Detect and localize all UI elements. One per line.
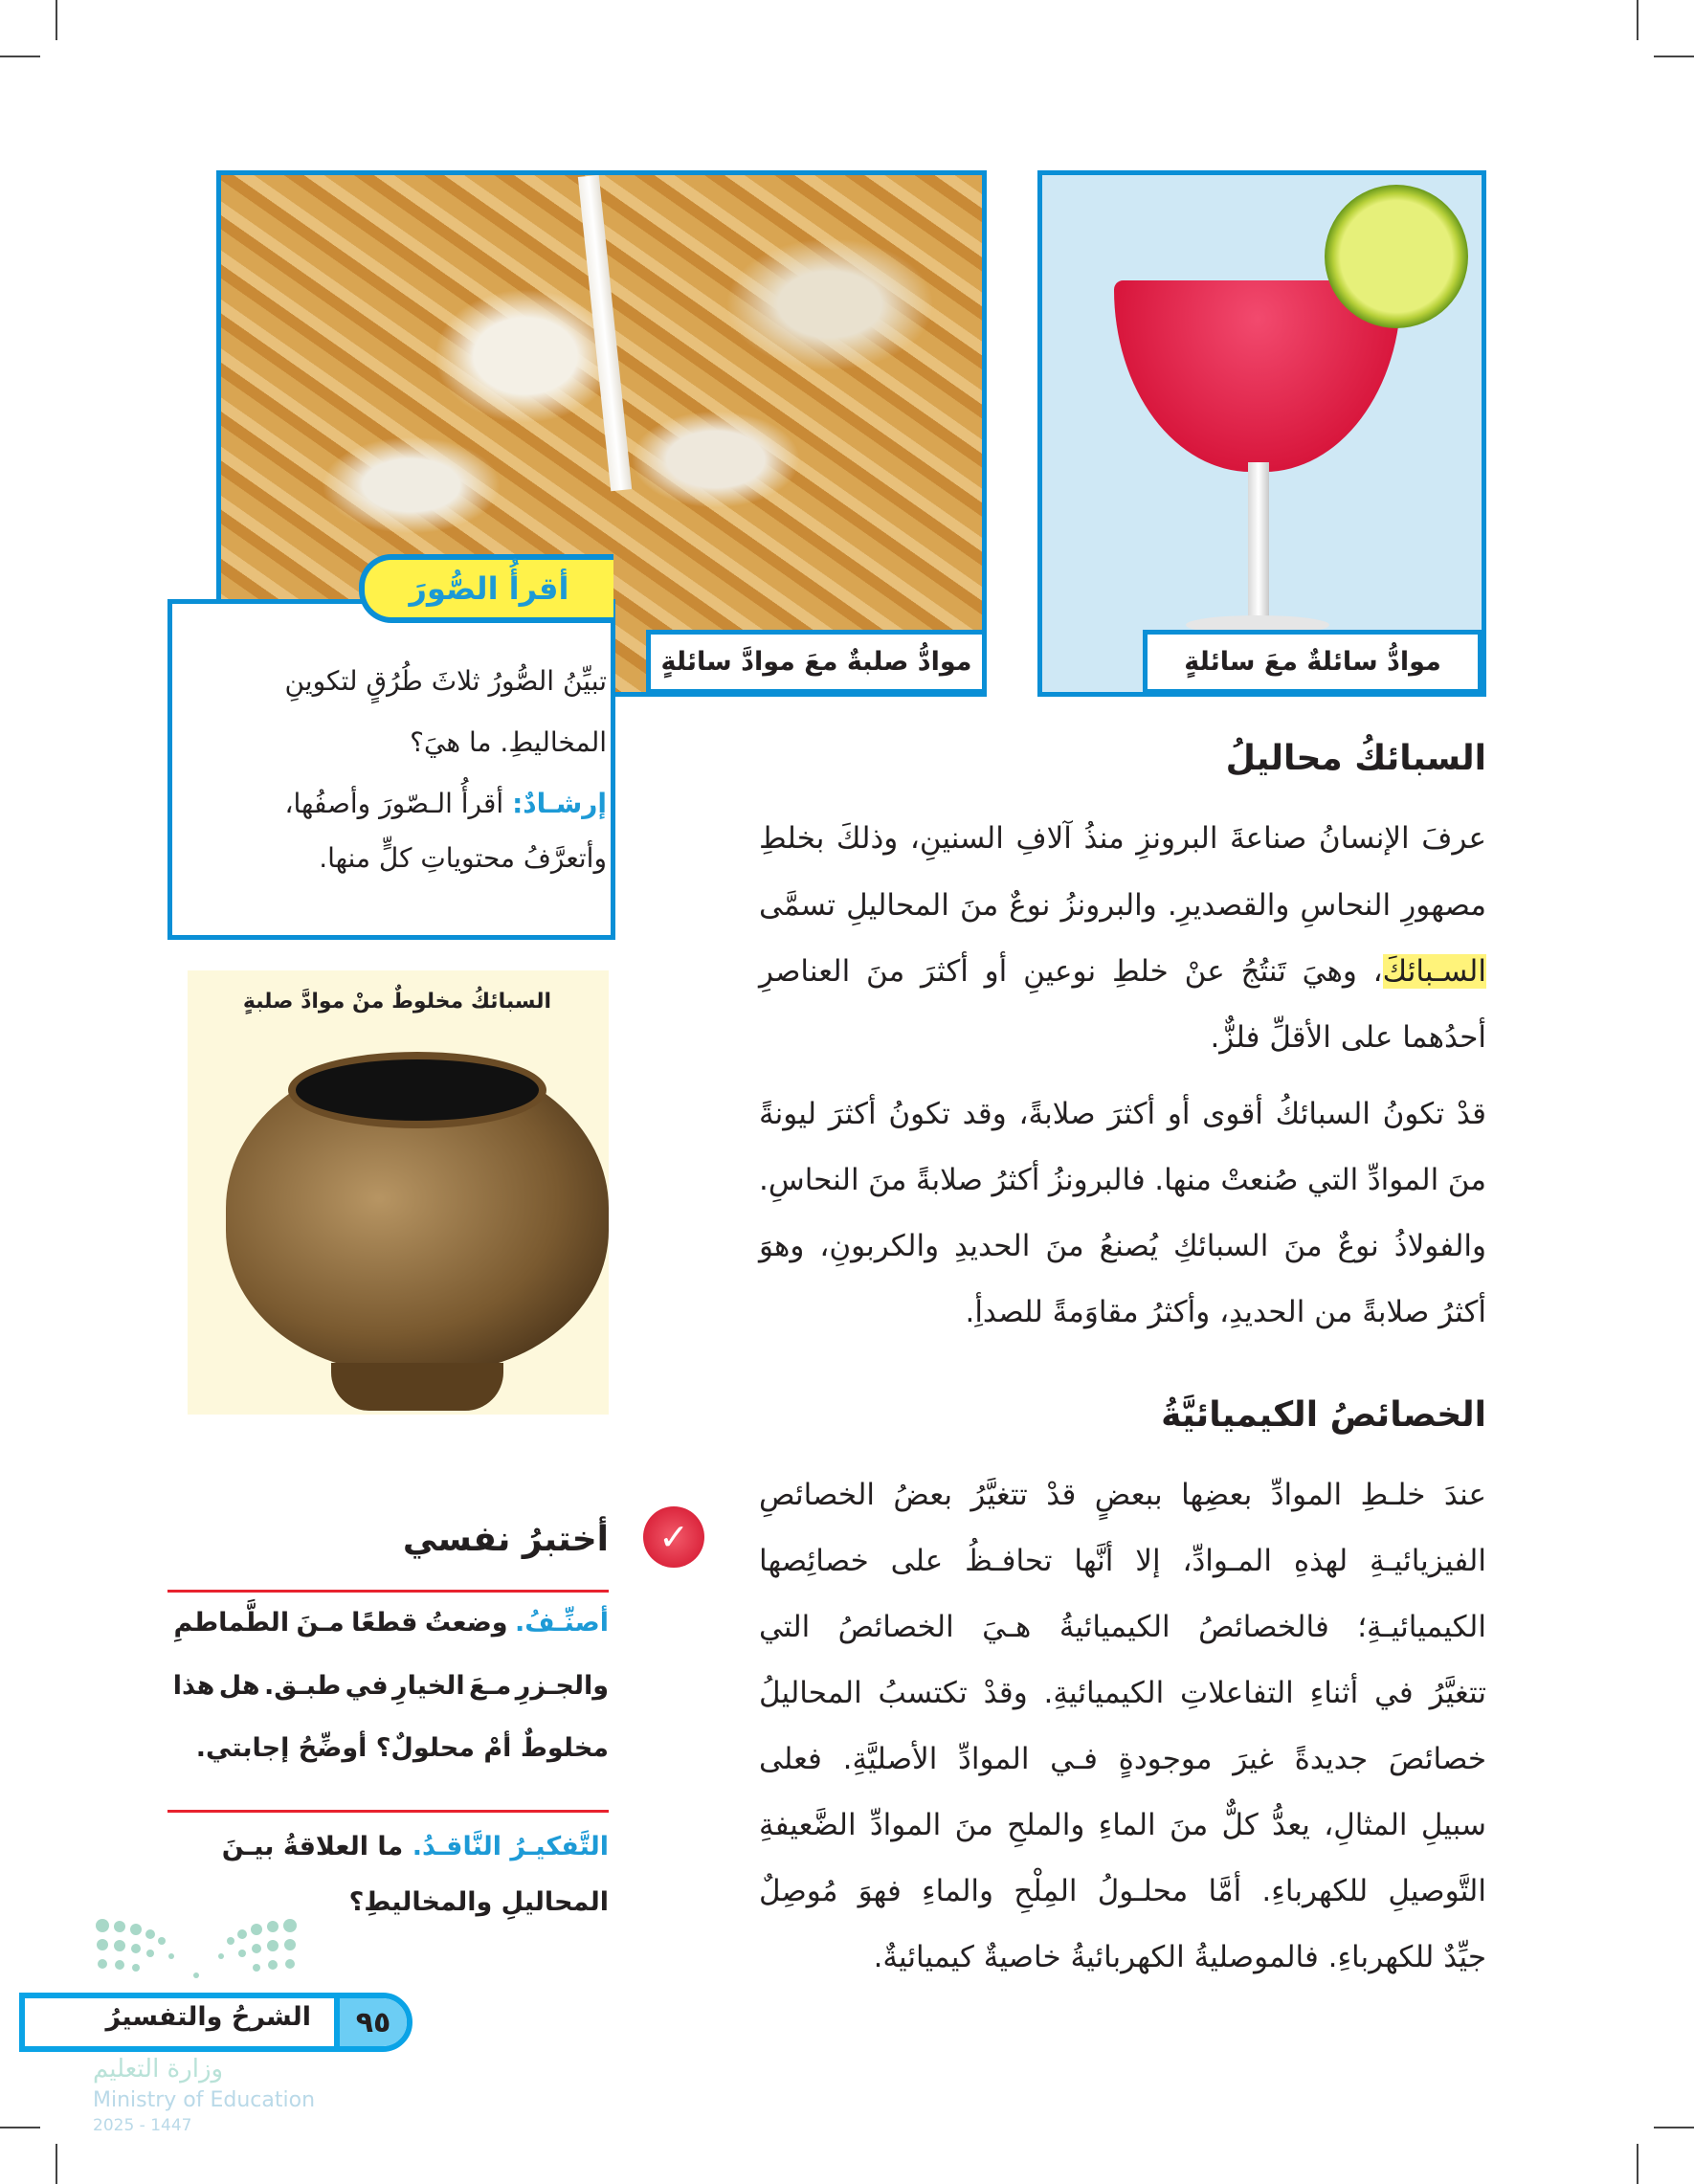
watermark-arabic: وزارة التعليم [93,2055,224,2084]
classify-line: أصنِّـفُ. وضعتُ قطعًا مـنَ الطَّماطمِ [173,1608,609,1638]
text-line: عندَ خلـطِ الموادِّ بعضِها ببعضٍ قدْ تتغيَّرُ بعضُ الخصائصِ [759,1478,1486,1512]
section-title-chemical-properties: الخصائصُ الكيميائيَّةُ [1161,1395,1486,1435]
text-line: الفيزيائيـةِ لهذهِ المـوادِّ، إلا أنَّها تحافـظُ على خصائِصها [759,1544,1486,1578]
read-pictures-title: أقرأُ الصُّورَ [409,570,569,607]
watermark-english: Ministry of Education [93,2088,316,2112]
cocktail-image [1037,170,1486,697]
crop-mark [56,0,57,40]
section-label: الشرحُ والتفسيرُ [105,2002,311,2032]
text-line: السـبائكَ، وهيَ تَنتُجُ عنْ خلطِ نوعينِ أو أكثرَ منَ العناصرِ [759,954,1486,989]
pot-opening [288,1052,546,1128]
read-pictures-tab [359,554,613,623]
text-line: مخلوطٌ أمْ محلولٌ؟ أوضِّحُ إجابتي. [195,1733,609,1763]
test-myself-title: أختبرُ نفسي [402,1520,609,1559]
text-line: الكيميائيـةِ؛ فالخصائصُ الكيميائيةُ هـيَ الخصائصُ التي [759,1610,1486,1644]
cocktail-caption: موادُّ سائلةٌ معَ سائلةٍ [1143,630,1482,697]
text-line: منَ الموادِّ التي صُنعتْ منها. فالبرونزُ أكثرُ صلابةً منَ النحاسِ. [759,1163,1486,1197]
crop-mark [1654,56,1694,57]
text-line: قدْ تكونُ السبائكُ أقوى أو أكثرَ صلابةً، وقد تكونُ أكثرَ ليونةً [759,1097,1486,1131]
highlighted-term: السـبائكَ [1382,954,1486,989]
text-line: أحدُهما على الأقلِّ فلزٌّ. [1210,1020,1486,1055]
cereal-caption: موادُّ صلبةٌ معَ موادَّ سائلةٍ [646,630,987,697]
text-line: التَّوصيلِ للكهرباءِ. أمَّا محلـولُ المِلْحِ والماءِ فهوَ مُوصِلٌ [759,1874,1486,1908]
crop-mark [0,2127,40,2128]
hint-line: إرشـادٌ: أقرأُ الـصّورَ وأصفُها، [284,788,607,819]
text-line: جيِّدٌ للكهرباءِ. فالموصليةُ الكهربائيةُ خاصيةٌ كيميائيةٌ. [873,1940,1486,1974]
text-line: عرفَ الإنسانُ صناعةَ البرونزِ منذُ آلافِ السنينِ، وذلكَ بخلطِ [759,821,1486,856]
checkmark-icon: ✓ [643,1506,704,1568]
crop-mark [1637,0,1638,40]
milk-stream [578,175,632,491]
text-line: والفولاذُ نوعٌ منَ السبائكِ يُصنعُ منَ الحديدِ والكربونِ، وهوَ [759,1229,1486,1263]
page-number: ٩٥ [355,2005,391,2039]
text-line: مصهورِ النحاسِ والقصديرِ. والبرونزُ نوعٌ منَ المحاليلِ تسمَّى [759,888,1486,923]
vase-caption: السبائكُ مخلوطٌ منْ موادَّ صلبةٍ [242,990,551,1014]
footer-bar [19,1993,412,2052]
text-line: والجـزرِ مـعَ الخيارِ في طبـق. هل هذا [172,1671,609,1701]
section-title-alloys: السبائكُ محاليلُ [1225,739,1486,778]
divider [167,1590,609,1593]
watermark-year: 2025 - 1447 [93,2116,192,2135]
critical-thinking-line: التَّفكيـرُ النَّاقـدُ. ما العلاقةُ بيـنَ [221,1832,609,1861]
page-number-box [334,1998,407,2046]
crop-mark [0,56,40,57]
crop-mark [1637,2144,1638,2184]
ministry-logo-icon [95,1918,298,1981]
text-line: خصائصَ جديدةً غيرَ موجودةٍ فـي الموادِّ الأصليَّةِ. فعلى [759,1742,1486,1776]
text-line: تتغيَّرُ في أثناءِ التفاعلاتِ الكيميائيةِ. وقدْ تكتسبُ المحاليلُ [759,1676,1486,1710]
text-line: المحاليلِ والمخاليطِ؟ [348,1887,609,1917]
read-pictures-text: تبيِّنُ الصُّورُ ثلاثَ طُرُقٍ لتكوينِ المخاليطِ. ما هيَ؟ إرشـادٌ: أقرأُ الـصّورَ وأصفُها، وأتعرَّفُ محتوياتِ كلٍّ منها. [186,651,607,882]
divider [167,1810,609,1813]
crop-mark [1654,2127,1694,2128]
lime-slice [1325,185,1468,328]
text-line: أكثرُ صلابةً من الحديدِ، وأكثرُ مقاوَمةً للصدأِ. [965,1295,1486,1329]
vase-figure [188,970,609,1415]
pot-base [331,1363,503,1411]
crop-mark [56,2144,57,2184]
text-line: سبيلِ المثالِ، يعدُّ كلٌّ منَ الماءِ والملحِ منَ الموادِّ الضَّعيفةِ [759,1808,1486,1842]
glass-stem [1248,462,1269,625]
